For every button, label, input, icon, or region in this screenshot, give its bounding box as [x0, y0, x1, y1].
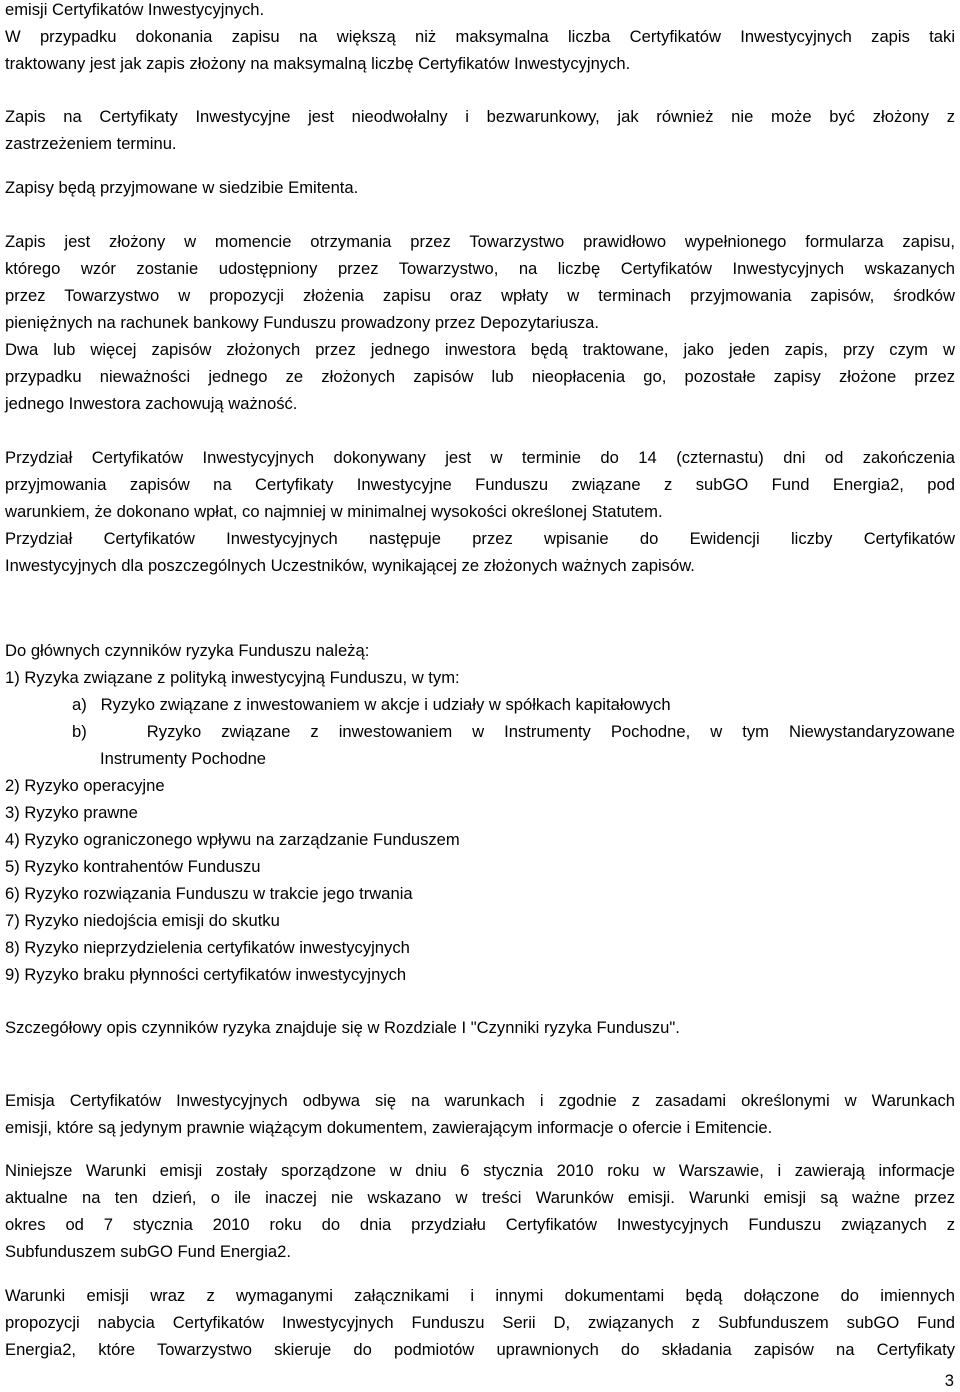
text-line: Energia2, które Towarzystwo skieruje do podmiotów uprawnionych do składania zapisów na Certyfikaty [5, 1340, 955, 1359]
paragraph-top [5, 0, 955, 77]
risk-item: 8) Ryzyko nieprzydzielenia certyfikatów inwestycyjnych [5, 938, 410, 957]
paragraph-date [5, 1157, 955, 1265]
text-line: W przypadku dokonania zapisu na większą niż maksymalna liczba Certyfikatów Inwestycyjnych zapis taki [5, 27, 955, 46]
text-line: Zapis na Certyfikaty Inwestycyjne jest nieodwołalny i bezwarunkowy, jak również nie może być złożony z [5, 107, 955, 126]
text-line: jednego Inwestora zachowują ważność. [5, 394, 298, 413]
text-line: Zapis jest złożony w momencie otrzymania przez Towarzystwo prawidłowo wypełnionego formularza zapisu, [5, 232, 955, 251]
paragraph-allocation [5, 444, 955, 525]
risk-item: 5) Ryzyko kontrahentów Funduszu [5, 857, 261, 876]
risk-item: 3) Ryzyko prawne [5, 803, 138, 822]
text-line: pieniężnych na rachunek bankowy Funduszu prowadzony przez Depozytariusza. [5, 313, 600, 332]
risk-item: 9) Ryzyko braku płynności certyfikatów inwestycyjnych [5, 965, 407, 984]
paragraph-allocation-register [5, 525, 955, 579]
risk-subitem-b: b) Ryzyko związane z inwestowaniem w Instrumenty Pochodne, w tym Niewystandaryzowane [72, 722, 955, 741]
text-line: Zapisy będą przyjmowane w siedzibie Emitenta. [5, 178, 359, 197]
risk-item: 7) Ryzyko niedojścia emisji do skutku [5, 911, 280, 930]
text-line: Emisja Certyfikatów Inwestycyjnych odbywa się na warunkach i zgodnie z zasadami określonymi w Warunkach [5, 1091, 955, 1110]
risk-item: 4) Ryzyko ograniczonego wpływu na zarządzanie Funduszem [5, 830, 460, 849]
text-line: Niniejsze Warunki emisji zostały sporządzone w dniu 6 stycznia 2010 roku w Warszawie, i zawierają informacje [5, 1161, 955, 1180]
text-line: emisji Certyfikatów Inwestycyjnych. [5, 0, 265, 19]
risk-factors-list [5, 637, 955, 988]
paragraph-multiple-subscriptions [5, 336, 955, 417]
text-line: Inwestycyjnych dla poszczególnych Uczestników, wynikającej ze złożonych ważnych zapisów. [5, 556, 695, 575]
paragraph-irrevocable [5, 103, 955, 157]
risk-subitem-b-continued: Instrumenty Pochodne [100, 749, 267, 768]
text-line: propozycji nabycia Certyfikatów Inwestycyjnych Funduszu Serii D, związanych z Subfunduszem subGO Fund [5, 1313, 955, 1332]
page-number: 3 [944, 1371, 954, 1390]
text-line: Przydział Certyfikatów Inwestycyjnych następuje przez wpisanie do Ewidencji liczby Certyfikatów [5, 529, 955, 548]
text-line: którego wzór zostanie udostępniony przez Towarzystwo, na liczbę Certyfikatów Inwestycyjnych wskazanych [5, 259, 955, 278]
paragraph-submit [5, 228, 955, 336]
paragraph-issue [5, 1087, 955, 1141]
paragraph-place [5, 174, 955, 201]
risk-subitems [5, 691, 955, 772]
text-line: Przydział Certyfikatów Inwestycyjnych dokonywany jest w terminie do 14 (czternastu) dni od zakończenia [5, 448, 955, 467]
paragraph-risk-reference [5, 1014, 955, 1041]
risk-item: 1) Ryzyka związane z polityką inwestycyjną Funduszu, w tym: [5, 668, 460, 687]
risk-item: 2) Ryzyko operacyjne [5, 776, 165, 795]
text-line: przypadku nieważności jednego ze złożonych zapisów lub nieopłacenia go, pozostałe zapisy złożone przez [5, 367, 955, 386]
text-line: traktowany jest jak zapis złożony na maksymalną liczbę Certyfikatów Inwestycyjnych. [5, 54, 631, 73]
text-line: Subfunduszem subGO Fund Energia2. [5, 1242, 291, 1261]
text-line: warunkiem, że dokonano wpłat, co najmniej w minimalnej wysokości określonej Statutem. [5, 502, 663, 521]
text-line: Szczegółowy opis czynników ryzyka znajduje się w Rozdziale I "Czynniki ryzyka Funduszu". [5, 1018, 680, 1037]
text-line: emisji, które są jedynym prawnie wiążącym dokumentem, zawierającym informacje o ofercie i Emitencie. [5, 1118, 773, 1137]
risk-item: 6) Ryzyko rozwiązania Funduszu w trakcie jego trwania [5, 884, 413, 903]
text-line: zastrzeżeniem terminu. [5, 134, 177, 153]
text-line: przyjmowania zapisów na Certyfikaty Inwestycyjne Funduszu związane z subGO Fund Energia2, pod [5, 475, 955, 494]
text-line: aktualne na ten dzień, o ile inaczej nie wskazano w treści Warunków emisji. Warunki emisji są ważne przez [5, 1188, 955, 1207]
text-line: Dwa lub więcej zapisów złożonych przez jednego inwestora będą traktowane, jako jeden zapis, przy czym w [5, 340, 955, 359]
paragraph-attachments [5, 1282, 955, 1363]
text-line: okres od 7 stycznia 2010 roku do dnia przydziału Certyfikatów Inwestycyjnych Funduszu związanych z [5, 1215, 955, 1234]
text-line: przez Towarzystwo w propozycji złożenia zapisu oraz wpłaty w terminach przyjmowania zapisów, środków [5, 286, 955, 305]
text-line: Warunki emisji wraz z wymaganymi załącznikami i innymi dokumentami będą dołączone do imiennych [5, 1286, 955, 1305]
risk-intro: Do głównych czynników ryzyka Funduszu należą: [5, 641, 370, 660]
risk-subitem-a: a) Ryzyko związane z inwestowaniem w akcje i udziały w spółkach kapitałowych [72, 695, 671, 714]
